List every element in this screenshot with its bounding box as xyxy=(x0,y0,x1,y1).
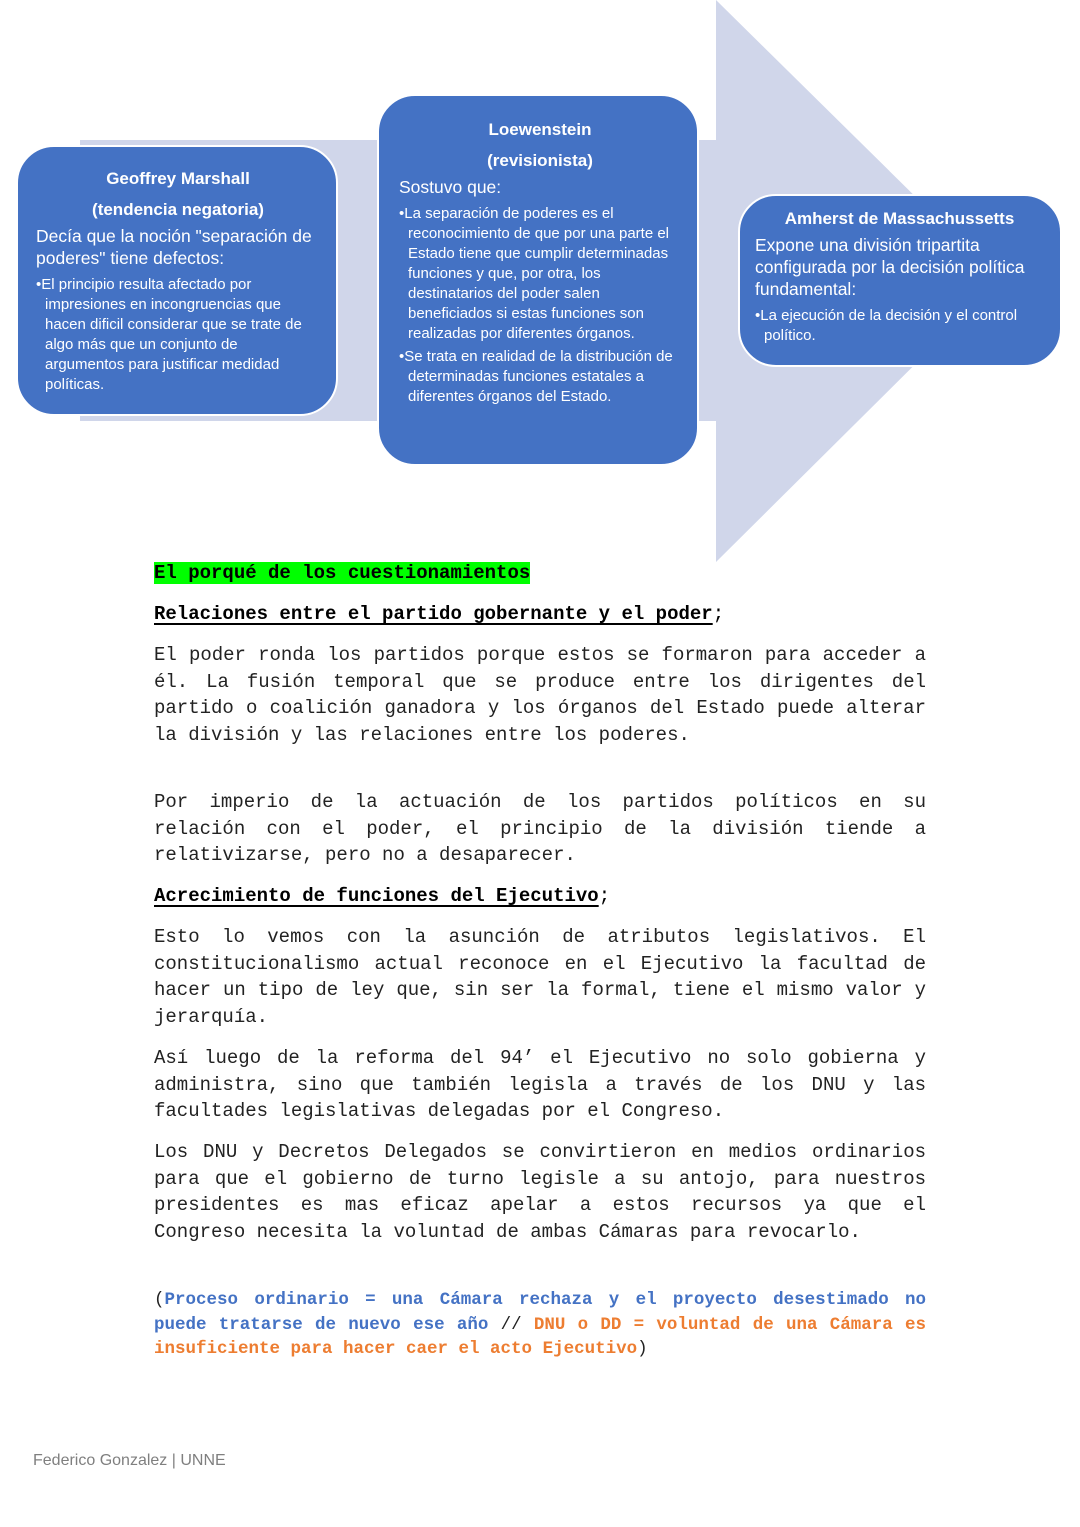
page-footer: Federico Gonzalez | UNNE xyxy=(33,1452,226,1469)
subheading-ejecutivo xyxy=(154,883,610,909)
box-bullet: • La separación de poderes es el reconocimiento de que por una parte el Estado tiene que cumplir determinadas funciones y que, por otra, los destinatarios del poder salen beneficiados si estas funciones son realizadas por diferentes órganos. xyxy=(399,204,681,344)
paragraph-3: Esto lo vemos con la asunción de atributos legislativos. El constitucionalismo actual reconoce en el Ejecutivo la facultad de hacer un tipo de ley que, sin ser la formal, tiene el mismo valor y jerarquía. xyxy=(154,926,926,1029)
paragraph-4: Así luego de la reforma del 94’ el Ejecutivo no solo gobierna y administra, sino que también legisla a través de los DNU y las facultades legislativas delegadas por el Congreso. xyxy=(154,1047,926,1123)
box-bullets xyxy=(399,204,681,407)
subheading-partido xyxy=(154,601,724,627)
note-ordinary-process: Proceso ordinario = una Cámara rechaza y el proyecto desestimado no puede tratarse de nuevo ese año xyxy=(154,1290,926,1335)
subheading-suffix: ; xyxy=(712,603,725,625)
box-subtitle: (tendencia negatoria) xyxy=(92,200,264,219)
box-title: Geoffrey Marshall xyxy=(106,169,250,188)
box-title: Amherst de Massachussetts xyxy=(784,209,1015,228)
box-title: Loewenstein xyxy=(488,120,592,139)
paragraph-5: Los DNU y Decretos Delegados se convirtieron en medios ordinarios para que el gobierno de turno legisle a su antojo, para nuestros presidentes es mas eficaz apelar a estos recursos ya que el Congreso necesita la voluntad de ambas Cámaras para revocarlo. xyxy=(154,1141,926,1244)
note-dnu-dd: DNU o DD = voluntad de una Cámara es insuficiente para hacer caer el acto Ejecutivo xyxy=(154,1314,926,1359)
paragraph-2: Por imperio de la actuación de los partidos políticos en su relación con el poder, el principio de la división tiende a relativizarse, pero no a desaparecer. xyxy=(154,791,926,867)
diagram-box-marshall xyxy=(16,145,338,416)
box-lead: Expone una división tripartita configurada por la decisión política fundamental: xyxy=(755,235,1025,299)
section-title xyxy=(154,560,530,586)
box-bullet: • Se trata en realidad de la distribución de determinadas funciones estatales a diferentes órganos del Estado. xyxy=(399,347,681,407)
note-separator: // xyxy=(488,1314,534,1335)
comparison-note xyxy=(154,1288,926,1362)
box-subtitle: (revisionista) xyxy=(487,151,593,170)
note-close: ) xyxy=(637,1339,648,1359)
box-bullets xyxy=(36,275,320,395)
box-bullet: • El principio resulta afectado por impresiones en incongruencias que hacen dificil considerar que se trate de algo más que un conjunto de argumentos para justificar medidad políticas. xyxy=(36,275,320,395)
subheading-text: Acrecimiento de funciones del Ejecutivo xyxy=(154,885,599,907)
box-bullet: • La ejecución de la decisión y el control político. xyxy=(755,306,1044,346)
box-lead: Sostuvo que: xyxy=(399,177,502,197)
subheading-suffix: ; xyxy=(598,885,611,907)
diagram-box-loewenstein xyxy=(377,94,699,466)
note-open: ( xyxy=(154,1290,165,1310)
box-bullets xyxy=(755,306,1044,346)
paragraph-1: El poder ronda los partidos porque estos se formaron para acceder a él. La fusión temporal que se produce entre los dirigentes del partido o coalición ganadora y los órganos del Estado puede alterar la división y las relaciones entre los poderes. xyxy=(154,644,926,747)
diagram-box-amherst xyxy=(738,194,1062,367)
subheading-text: Relaciones entre el partido gobernante y el poder xyxy=(154,603,713,625)
box-lead: Decía que la noción "separación de poderes" tiene defectos: xyxy=(36,226,312,268)
section-title-text: El porqué de los cuestionamientos xyxy=(154,562,531,584)
